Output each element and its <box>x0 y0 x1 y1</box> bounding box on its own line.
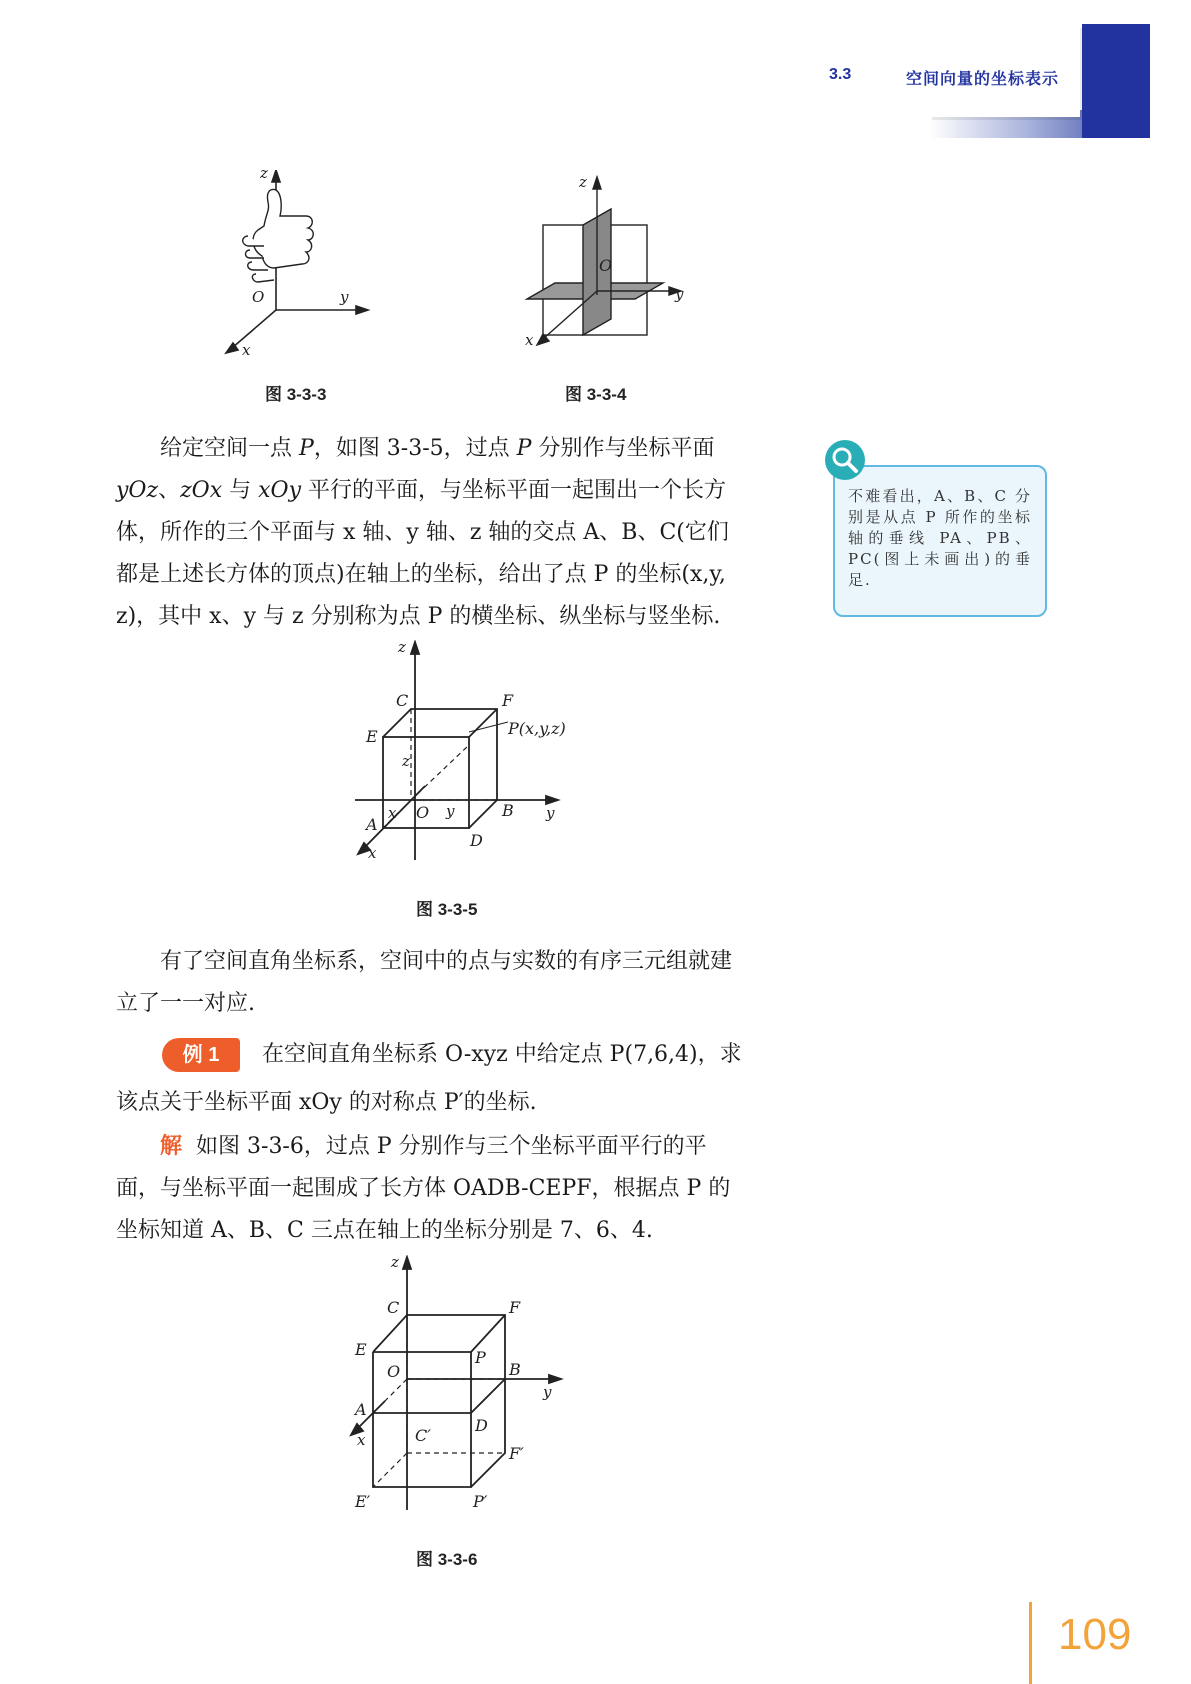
svg-text:z: z <box>391 1255 399 1271</box>
paragraph-1-line-5: z)，其中 x、y 与 z 分别称为点 P 的横坐标、纵坐标与竖坐标. <box>116 604 721 629</box>
svg-text:O: O <box>387 1362 401 1381</box>
svg-text:x: x <box>242 341 251 359</box>
svg-text:y: y <box>543 1383 552 1401</box>
svg-text:O: O <box>252 288 265 306</box>
paragraph-2-line-1: 有了空间直角坐标系，空间中的点与实数的有序三元组就建 <box>160 949 733 974</box>
svg-text:y: y <box>675 285 684 303</box>
header-color-bar <box>1082 24 1150 138</box>
paragraph-2-line-2: 立了一一对应. <box>116 991 255 1016</box>
figure-3-3-3 <box>220 170 400 360</box>
paragraph-1 <box>116 428 729 638</box>
svg-text:C: C <box>387 1298 400 1317</box>
svg-text:P(x,y,z): P(x,y,z) <box>508 719 566 738</box>
svg-text:P: P <box>475 1348 486 1367</box>
svg-text:y: y <box>446 802 455 820</box>
svg-text:C: C <box>396 691 409 710</box>
figure-3-3-6-caption: 图 3-3-6 <box>416 1550 478 1569</box>
svg-text:y: y <box>546 804 555 822</box>
example-line-1: 在空间直角坐标系 O-xyz 中给定点 P(7,6,4)，求 <box>262 1042 742 1067</box>
svg-text:x: x <box>525 331 534 349</box>
section-number: 3.3 <box>829 66 852 83</box>
svg-text:P′: P′ <box>473 1492 488 1511</box>
example-badge: 例 1 <box>162 1038 240 1072</box>
svg-text:F′: F′ <box>509 1444 524 1463</box>
svg-text:D: D <box>475 1416 488 1435</box>
paragraph-1-line-4: 都是上述长方体的顶点)在轴上的坐标，给出了点 P 的坐标(x,y, <box>116 562 726 587</box>
svg-text:z: z <box>260 170 268 182</box>
svg-text:D: D <box>470 831 483 850</box>
svg-text:E: E <box>355 1340 367 1359</box>
svg-text:B: B <box>509 1360 521 1379</box>
svg-text:x: x <box>388 804 397 822</box>
figure-3-3-3-caption: 图 3-3-3 <box>265 385 327 404</box>
solution-line-1: 解 如图 3-3-6，过点 P 分别作与三个坐标平面平行的平 <box>160 1133 707 1159</box>
example-line-2: 该点关于坐标平面 xOy 的对称点 P′的坐标. <box>116 1090 537 1115</box>
svg-text:z: z <box>579 175 587 191</box>
svg-text:A: A <box>355 1400 367 1419</box>
svg-text:O: O <box>599 256 613 275</box>
svg-text:E: E <box>366 727 378 746</box>
figure-3-3-4-caption: 图 3-3-4 <box>565 385 627 404</box>
svg-text:x: x <box>357 1431 366 1449</box>
svg-text:C′: C′ <box>415 1426 431 1445</box>
paragraph-1-line-2: yOz、zOx 与 xOy 平行的平面，与坐标平面一起围出一个长方 <box>116 478 726 503</box>
page-number-rule <box>1029 1602 1032 1684</box>
sidebar-note-text: 不难看出，A、B、C 分别是从点 P 所作的坐标轴的垂线 PA、PB、PC(图上未画出)的垂足. <box>848 487 1032 589</box>
svg-text:y: y <box>340 288 349 306</box>
magnifier-icon <box>825 440 865 480</box>
solution-label: 解 <box>160 1133 183 1159</box>
page-number: 109 <box>1058 1610 1132 1659</box>
paragraph-1-line-3: 体，所作的三个平面与 x 轴、y 轴、z 轴的交点 A、B、C(它们 <box>116 520 729 545</box>
svg-text:F: F <box>509 1298 521 1317</box>
solution-line-2: 面，与坐标平面一起围成了长方体 OADB-CEPF，根据点 P 的 <box>116 1176 731 1201</box>
figure-3-3-5 <box>350 640 590 870</box>
svg-text:O: O <box>416 803 430 822</box>
paragraph-2 <box>116 941 732 1025</box>
figure-3-3-6 <box>345 1255 585 1515</box>
figure-3-3-4 <box>515 175 695 365</box>
svg-text:z: z <box>402 752 410 770</box>
solution-line-3: 坐标知道 A、B、C 三点在轴上的坐标分别是 7、6、4. <box>116 1218 653 1243</box>
figure-3-3-5-caption: 图 3-3-5 <box>416 900 478 919</box>
svg-text:B: B <box>502 801 514 820</box>
thumbs-up-hand-icon <box>243 190 314 283</box>
svg-text:x: x <box>368 844 377 862</box>
paragraph-1-line-1: 给定空间一点 P，如图 3-3-5，过点 P 分别作与坐标平面 <box>160 436 715 461</box>
section-title: 空间向量的坐标表示 <box>906 71 1060 88</box>
solution <box>116 1125 730 1252</box>
svg-text:F: F <box>502 691 514 710</box>
svg-text:A: A <box>366 815 378 834</box>
svg-text:E′: E′ <box>355 1492 371 1511</box>
svg-text:z: z <box>398 640 406 656</box>
